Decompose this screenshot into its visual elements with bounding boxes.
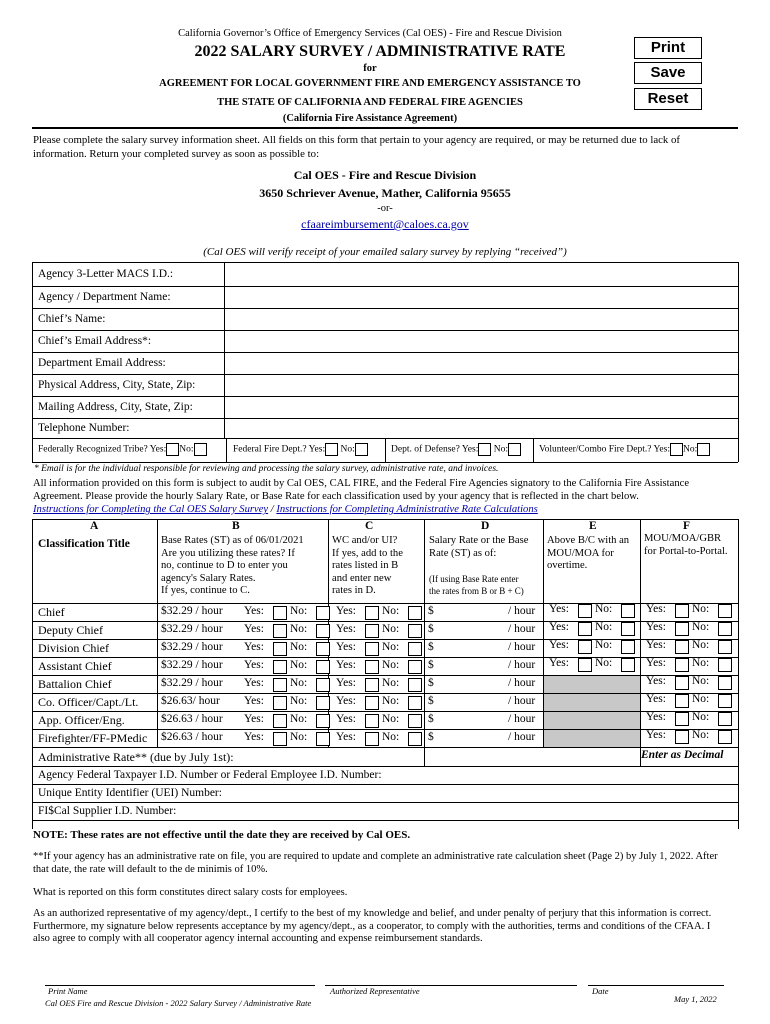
col-b-header-line: no, continue to D to enter you bbox=[161, 560, 288, 572]
utilize-no-checkbox[interactable] bbox=[316, 696, 330, 710]
rate-dollar: $ bbox=[428, 677, 434, 689]
overtime-yes-label: Yes: bbox=[549, 621, 569, 633]
overtime-no-label: No: bbox=[595, 603, 613, 615]
col-d-header-line: Salary Rate or the Base bbox=[429, 535, 529, 546]
portal-yes-label: Yes: bbox=[646, 729, 666, 741]
header-divider bbox=[32, 127, 738, 129]
column-letter: F bbox=[683, 520, 691, 532]
verify-note: (Cal OES will verify receipt of your emailed salary survey by replying “received”) bbox=[203, 246, 567, 258]
portal-yes-label: Yes: bbox=[646, 603, 666, 615]
wc-ui-yes-checkbox[interactable] bbox=[365, 732, 379, 746]
save-button[interactable]: Save bbox=[634, 62, 702, 84]
wc-ui-yes-checkbox[interactable] bbox=[365, 714, 379, 728]
salary-rate-input[interactable] bbox=[436, 730, 504, 746]
col-e-header-line: Above B/C with an bbox=[547, 535, 630, 546]
tribe-question: Federally Recognized Tribe? Yes: No: bbox=[38, 443, 207, 456]
row-title: Division Chief bbox=[38, 641, 109, 655]
volunteer-question: Volunteer/Combo Fire Dept.? Yes: No: bbox=[539, 443, 710, 456]
salary-rate-input[interactable] bbox=[436, 622, 504, 638]
portal-no-label: No: bbox=[692, 711, 710, 723]
federal-question: Federal Fire Dept.? Yes: No: bbox=[233, 443, 368, 456]
note-effective: NOTE: These rates are not effective until the date they are received by Cal OES. bbox=[33, 829, 411, 841]
note-certify: As an authorized representative of my agency/dept., I certify to the best of my knowledge and belief, and under penalty of perjury that this information is correct. Furthermore, my signature below represents acceptance by my agency/dept., as a cooperator, to comply with the authorities, terms and conditions of the CFAA. I also agree to comply with all cooperator agency internal accounting and expense reimbursement standards. bbox=[33, 908, 712, 944]
utilize-no-checkbox[interactable] bbox=[316, 642, 330, 656]
utilize-no-label: No: bbox=[290, 623, 308, 635]
portal-yes-label: Yes: bbox=[646, 693, 666, 705]
agency-field-input[interactable] bbox=[226, 287, 737, 307]
agency-field-input[interactable] bbox=[226, 309, 737, 329]
portal-yes-checkbox[interactable] bbox=[675, 658, 689, 672]
overtime-yes-checkbox[interactable] bbox=[578, 622, 592, 636]
col-e-header-line: overtime. bbox=[547, 560, 588, 572]
utilize-no-label: No: bbox=[290, 641, 308, 653]
wc-ui-no-checkbox[interactable] bbox=[408, 606, 422, 620]
col-c-header-line: rates in D. bbox=[332, 585, 376, 597]
defense-no-checkbox[interactable] bbox=[508, 443, 521, 456]
portal-no-label: No: bbox=[692, 729, 710, 741]
column-letter: E bbox=[589, 520, 597, 532]
agency-field-input[interactable] bbox=[226, 353, 737, 373]
utilize-no-label: No: bbox=[290, 677, 308, 689]
utilize-yes-checkbox[interactable] bbox=[273, 660, 287, 674]
agency-field-label: Department Email Address: bbox=[38, 357, 166, 369]
row-base-rate: $32.29 / hour bbox=[161, 623, 223, 635]
wc-ui-no-label: No: bbox=[382, 677, 400, 689]
taxpayer-id-label: Agency Federal Taxpayer I.D. Number or Federal Employee I.D. Number: bbox=[38, 769, 382, 781]
utilize-no-label: No: bbox=[290, 659, 308, 671]
rate-per-hour: / hour bbox=[508, 659, 536, 671]
col-b-header-line: Are you utilizing these rates? If bbox=[161, 547, 295, 559]
portal-no-checkbox[interactable] bbox=[718, 676, 732, 690]
portal-yes-label: Yes: bbox=[646, 675, 666, 687]
portal-no-label: No: bbox=[692, 657, 710, 669]
uei-label: Unique Entity Identifier (UEI) Number: bbox=[38, 787, 222, 799]
overtime-no-checkbox[interactable] bbox=[621, 658, 635, 672]
page-title: 2022 SALARY SURVEY / ADMINISTRATIVE RATE bbox=[194, 43, 566, 60]
rate-per-hour: / hour bbox=[508, 677, 536, 689]
row-base-rate: $32.29 / hour bbox=[161, 605, 223, 617]
rate-per-hour: / hour bbox=[508, 641, 536, 653]
row-title: Assistant Chief bbox=[38, 659, 112, 673]
portal-no-label: No: bbox=[692, 621, 710, 633]
wc-ui-yes-checkbox[interactable] bbox=[365, 606, 379, 620]
portal-no-label: No: bbox=[692, 675, 710, 687]
portal-yes-label: Yes: bbox=[646, 621, 666, 633]
col-d-note-line: (If using Base Rate enter bbox=[429, 574, 519, 584]
row-title: Co. Officer/Capt./Lt. bbox=[38, 695, 139, 709]
portal-yes-checkbox[interactable] bbox=[675, 604, 689, 618]
col-f-header-line: for Portal-to-Portal. bbox=[644, 545, 728, 557]
agency-field-label: Chief’s Email Address*: bbox=[38, 335, 152, 347]
overtime-yes-checkbox[interactable] bbox=[578, 604, 592, 618]
wc-ui-no-checkbox[interactable] bbox=[408, 696, 422, 710]
portal-yes-checkbox[interactable] bbox=[675, 676, 689, 690]
utilize-no-label: No: bbox=[290, 713, 308, 725]
wc-ui-yes-label: Yes: bbox=[336, 713, 356, 725]
col-d-header-line: Rate (ST) as of: bbox=[429, 547, 497, 559]
volunteer-no-checkbox[interactable] bbox=[697, 443, 710, 456]
overtime-no-checkbox[interactable] bbox=[621, 622, 635, 636]
row-base-rate: $26.63 / hour bbox=[161, 713, 223, 725]
email-link[interactable]: cfaareimbursement@caloes.ca.gov bbox=[301, 217, 469, 231]
row-base-rate: $32.29 / hour bbox=[161, 677, 223, 689]
utilize-no-label: No: bbox=[290, 695, 308, 707]
col-c-header-line: rates listed in B bbox=[332, 560, 399, 572]
utilize-no-checkbox[interactable] bbox=[316, 624, 330, 638]
authorized-label: Authorized Representative bbox=[330, 986, 420, 996]
address-line-2: 3650 Schriever Avenue, Mather, California 95655 bbox=[259, 186, 511, 200]
address-line-1: Cal OES - Fire and Rescue Division bbox=[293, 168, 477, 182]
utilize-yes-label: Yes: bbox=[244, 605, 264, 617]
wc-ui-yes-checkbox[interactable] bbox=[365, 696, 379, 710]
intro-paragraph: Please complete the salary survey information sheet. All fields on this form that pertain to your agency are required, or may be returned due to lack of information. Return your completed survey as soon as possible to: bbox=[33, 134, 681, 160]
address-or: -or- bbox=[377, 203, 393, 214]
agency-field-input[interactable] bbox=[226, 263, 737, 285]
agency-field-input[interactable] bbox=[226, 397, 737, 417]
utilize-no-label: No: bbox=[290, 605, 308, 617]
portal-no-checkbox[interactable] bbox=[718, 640, 732, 654]
rate-per-hour: / hour bbox=[508, 713, 536, 725]
agency-field-input[interactable] bbox=[226, 375, 737, 395]
row-base-rate: $26.63 / hour bbox=[161, 731, 223, 743]
print-name-label: Print Name bbox=[48, 986, 88, 996]
portal-yes-checkbox[interactable] bbox=[675, 640, 689, 654]
utilize-no-checkbox[interactable] bbox=[316, 714, 330, 728]
audit-paragraph: All information provided on this form is subject to audit by Cal OES, CAL FIRE, and the Federal Fire Agencies signatory to the California Fire Assistance Agreement. Please provide the hourly Salary Rate, or Base Rate for each classification used by your agency that is reflected in the chart below. bbox=[33, 478, 690, 502]
col-a-header: Classification Title bbox=[38, 538, 130, 550]
rate-dollar: $ bbox=[428, 605, 434, 617]
utilize-yes-label: Yes: bbox=[244, 659, 264, 671]
portal-no-label: No: bbox=[692, 693, 710, 705]
defense-question: Dept. of Defense? Yes: No: bbox=[391, 443, 521, 456]
col-c-header-line: and enter new bbox=[332, 572, 392, 584]
wc-ui-no-checkbox[interactable] bbox=[408, 624, 422, 638]
wc-ui-no-label: No: bbox=[382, 731, 400, 743]
footer-date: May 1, 2022 bbox=[674, 994, 717, 1004]
wc-ui-yes-label: Yes: bbox=[336, 659, 356, 671]
col-b-header-line: agency's Salary Rates. bbox=[161, 572, 256, 584]
rate-per-hour: / hour bbox=[508, 695, 536, 707]
wc-ui-yes-label: Yes: bbox=[336, 695, 356, 707]
utilize-yes-checkbox[interactable] bbox=[273, 714, 287, 728]
agency-field-input[interactable] bbox=[226, 331, 737, 351]
note-direct-costs: What is reported on this form constitutes direct salary costs for employees. bbox=[33, 887, 348, 898]
row-title: Deputy Chief bbox=[38, 623, 103, 637]
volunteer-yes-checkbox[interactable] bbox=[670, 443, 683, 456]
rate-per-hour: / hour bbox=[508, 605, 536, 617]
portal-yes-checkbox[interactable] bbox=[675, 622, 689, 636]
salary-rate-input[interactable] bbox=[436, 694, 504, 710]
link-separator: / bbox=[268, 504, 277, 515]
overtime-yes-label: Yes: bbox=[549, 603, 569, 615]
portal-no-label: No: bbox=[692, 639, 710, 651]
utilize-yes-label: Yes: bbox=[244, 677, 264, 689]
utilize-yes-label: Yes: bbox=[244, 641, 264, 653]
overtime-no-label: No: bbox=[595, 639, 613, 651]
tribe-no-checkbox[interactable] bbox=[194, 443, 207, 456]
portal-no-checkbox[interactable] bbox=[718, 604, 732, 618]
overtime-yes-checkbox[interactable] bbox=[578, 658, 592, 672]
email-footnote: * Email is for the individual responsible for reviewing and processing the salary survey, administrative rate, and invoices. bbox=[34, 464, 499, 474]
federal-yes-checkbox[interactable] bbox=[325, 443, 338, 456]
utilize-yes-checkbox[interactable] bbox=[273, 732, 287, 746]
overtime-yes-checkbox[interactable] bbox=[578, 640, 592, 654]
wc-ui-no-label: No: bbox=[382, 623, 400, 635]
portal-no-checkbox[interactable] bbox=[718, 694, 732, 708]
portal-yes-label: Yes: bbox=[646, 711, 666, 723]
col-f-header-line: MOU/MOA/GBR bbox=[644, 533, 722, 544]
fiscal-supplier-label: FI$Cal Supplier I.D. Number: bbox=[38, 805, 177, 817]
admin-rate-label: Administrative Rate** (due by July 1st): bbox=[38, 750, 234, 764]
enter-decimal-hint: Enter as Decimal bbox=[641, 749, 724, 761]
salary-rate-input[interactable] bbox=[436, 676, 504, 692]
portal-yes-checkbox[interactable] bbox=[675, 694, 689, 708]
utilize-no-label: No: bbox=[290, 731, 308, 743]
wc-ui-yes-label: Yes: bbox=[336, 677, 356, 689]
agency-field-label: Physical Address, City, State, Zip: bbox=[38, 379, 196, 391]
salary-rate-input[interactable] bbox=[436, 712, 504, 728]
title-for: for bbox=[363, 63, 377, 74]
utilize-yes-label: Yes: bbox=[244, 695, 264, 707]
wc-ui-no-checkbox[interactable] bbox=[408, 642, 422, 656]
portal-yes-label: Yes: bbox=[646, 657, 666, 669]
wc-ui-yes-checkbox[interactable] bbox=[365, 660, 379, 674]
utilize-no-checkbox[interactable] bbox=[316, 606, 330, 620]
agency-field-label: Chief’s Name: bbox=[38, 313, 106, 325]
wc-ui-no-label: No: bbox=[382, 605, 400, 617]
col-b-header-line: If yes, continue to C. bbox=[161, 585, 250, 597]
rate-per-hour: / hour bbox=[508, 623, 536, 635]
tribe-yes-checkbox[interactable] bbox=[166, 443, 179, 456]
wc-ui-no-label: No: bbox=[382, 659, 400, 671]
portal-no-checkbox[interactable] bbox=[718, 712, 732, 726]
salary-rate-input[interactable] bbox=[436, 640, 504, 656]
overtime-no-checkbox[interactable] bbox=[621, 640, 635, 654]
rate-dollar: $ bbox=[428, 641, 434, 653]
column-letter: A bbox=[90, 520, 99, 532]
rate-dollar: $ bbox=[428, 695, 434, 707]
column-letter: D bbox=[481, 520, 490, 532]
cfaa-title: (California Fire Assistance Agreement) bbox=[282, 113, 458, 124]
row-title: Battalion Chief bbox=[38, 677, 112, 691]
col-d-note-line: the rates from B or B + C) bbox=[429, 586, 524, 596]
wc-ui-no-label: No: bbox=[382, 713, 400, 725]
salary-rate-input[interactable] bbox=[436, 604, 504, 620]
col-c-header-line: If yes, add to the bbox=[332, 547, 403, 559]
column-letter: B bbox=[232, 520, 240, 532]
agency-line: California Governor’s Office of Emergency Services (Cal OES) - Fire and Rescue Division bbox=[178, 28, 562, 39]
footer-left: Cal OES Fire and Rescue Division - 2022 Salary Survey / Administrative Rate bbox=[45, 998, 312, 1008]
row-title: Chief bbox=[38, 605, 65, 619]
portal-yes-checkbox[interactable] bbox=[675, 712, 689, 726]
wc-ui-yes-checkbox[interactable] bbox=[365, 624, 379, 638]
wc-ui-no-checkbox[interactable] bbox=[408, 714, 422, 728]
admin-instructions-link[interactable]: Instructions for Completing Administrative Rate Calculations bbox=[276, 504, 538, 515]
note-admin-rate: **If your agency has an administrative rate on file, you are required to update and complete an administrative rate calculation sheet (Page 2) by July 1, 2022. After that date, the rate will default to the de minimis of 10%. bbox=[33, 851, 718, 875]
reset-button[interactable]: Reset bbox=[634, 88, 702, 110]
wc-ui-no-checkbox[interactable] bbox=[408, 732, 422, 746]
agency-field-label: Agency / Department Name: bbox=[38, 291, 171, 303]
rate-dollar: $ bbox=[428, 623, 434, 635]
portal-yes-label: Yes: bbox=[646, 639, 666, 651]
column-letter: C bbox=[365, 520, 374, 532]
portal-yes-checkbox[interactable] bbox=[675, 730, 689, 744]
wc-ui-yes-checkbox[interactable] bbox=[365, 642, 379, 656]
utilize-yes-checkbox[interactable] bbox=[273, 624, 287, 638]
portal-no-label: No: bbox=[692, 603, 710, 615]
row-base-rate: $32.29 / hour bbox=[161, 659, 223, 671]
utilize-no-checkbox[interactable] bbox=[316, 732, 330, 746]
rate-per-hour: / hour bbox=[508, 731, 536, 743]
wc-ui-yes-label: Yes: bbox=[336, 641, 356, 653]
utilize-yes-label: Yes: bbox=[244, 623, 264, 635]
salary-instructions-link[interactable]: Instructions for Completing the Cal OES Salary Survey bbox=[33, 504, 269, 515]
wc-ui-no-label: No: bbox=[382, 695, 400, 707]
utilize-yes-checkbox[interactable] bbox=[273, 642, 287, 656]
col-b-header-line: Base Rates (ST) as of 06/01/2021 bbox=[161, 535, 304, 546]
agency-field-label: Agency 3-Letter MACS I.D.: bbox=[38, 268, 174, 280]
wc-ui-no-checkbox[interactable] bbox=[408, 660, 422, 674]
agreement-title: AGREEMENT FOR LOCAL GOVERNMENT FIRE AND EMERGENCY ASSISTANCE TO bbox=[159, 78, 581, 89]
portal-no-checkbox[interactable] bbox=[718, 622, 732, 636]
wc-ui-no-checkbox[interactable] bbox=[408, 678, 422, 692]
agencies-title: THE STATE OF CALIFORNIA AND FEDERAL FIRE AGENCIES bbox=[217, 97, 523, 108]
wc-ui-yes-label: Yes: bbox=[336, 731, 356, 743]
utilize-yes-label: Yes: bbox=[244, 731, 264, 743]
row-base-rate: $26.63/ hour bbox=[161, 695, 220, 707]
rate-dollar: $ bbox=[428, 659, 434, 671]
utilize-no-checkbox[interactable] bbox=[316, 660, 330, 674]
defense-yes-checkbox[interactable] bbox=[478, 443, 491, 456]
rate-dollar: $ bbox=[428, 731, 434, 743]
rate-dollar: $ bbox=[428, 713, 434, 725]
overtime-yes-label: Yes: bbox=[549, 657, 569, 669]
row-base-rate: $32.29 / hour bbox=[161, 641, 223, 653]
wc-ui-yes-label: Yes: bbox=[336, 623, 356, 635]
portal-no-checkbox[interactable] bbox=[718, 658, 732, 672]
utilize-yes-label: Yes: bbox=[244, 713, 264, 725]
utilize-yes-checkbox[interactable] bbox=[273, 678, 287, 692]
row-title: App. Officer/Eng. bbox=[38, 713, 125, 727]
federal-no-checkbox[interactable] bbox=[355, 443, 368, 456]
date-label: Date bbox=[592, 986, 609, 996]
overtime-yes-label: Yes: bbox=[549, 639, 569, 651]
utilize-yes-checkbox[interactable] bbox=[273, 606, 287, 620]
utilize-no-checkbox[interactable] bbox=[316, 678, 330, 692]
portal-no-checkbox[interactable] bbox=[718, 730, 732, 744]
wc-ui-no-label: No: bbox=[382, 641, 400, 653]
overtime-no-checkbox[interactable] bbox=[621, 604, 635, 618]
col-c-header-line: WC and/or UI? bbox=[332, 535, 398, 546]
overtime-no-label: No: bbox=[595, 621, 613, 633]
utilize-yes-checkbox[interactable] bbox=[273, 696, 287, 710]
wc-ui-yes-label: Yes: bbox=[336, 605, 356, 617]
salary-rate-input[interactable] bbox=[436, 658, 504, 674]
agency-field-label: Mailing Address, City, State, Zip: bbox=[38, 401, 193, 413]
row-title: Firefighter/FF-PMedic bbox=[38, 731, 148, 745]
agency-field-input[interactable] bbox=[226, 419, 737, 437]
print-button[interactable]: Print bbox=[634, 37, 702, 59]
agency-field-label: Telephone Number: bbox=[38, 422, 130, 434]
overtime-no-label: No: bbox=[595, 657, 613, 669]
wc-ui-yes-checkbox[interactable] bbox=[365, 678, 379, 692]
col-e-header-line: MOU/MOA for bbox=[547, 547, 614, 559]
